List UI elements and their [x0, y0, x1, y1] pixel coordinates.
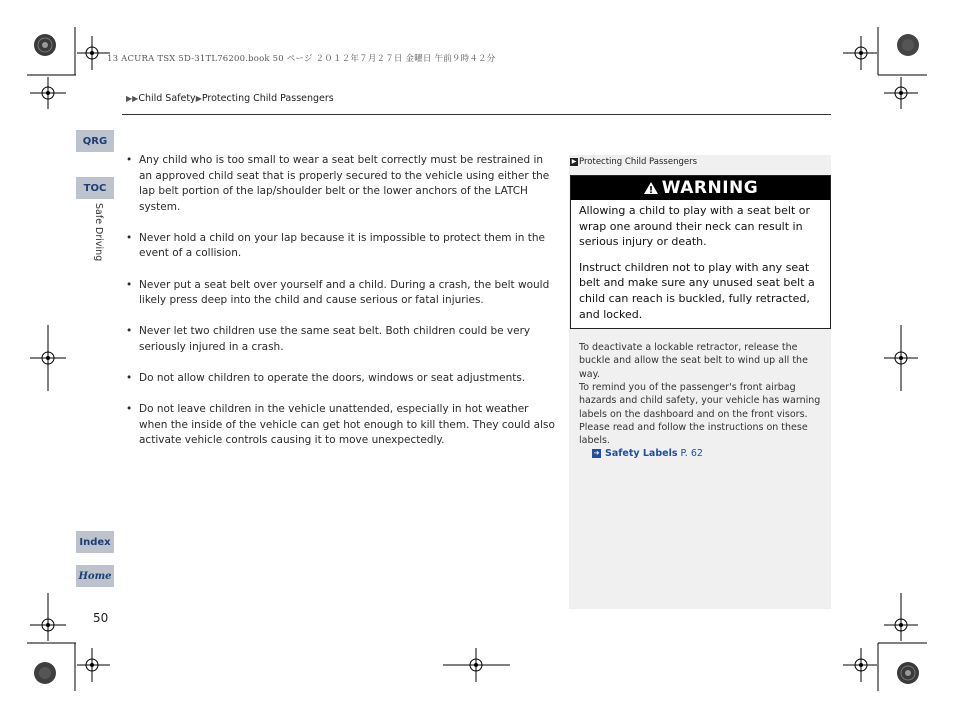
- warning-title: WARNING: [661, 178, 759, 198]
- bullet-list: [124, 153, 556, 464]
- list-item: • Do not allow children to operate the doors, windows or seat adjustments.: [124, 371, 556, 387]
- warning-box: [570, 175, 831, 329]
- list-item: • Never let two children use the same seat belt. Both children could be very seriously injured in a crash.: [124, 324, 556, 355]
- sidebar-note: To remind you of the passenger's front airbag hazards and child safety, your vehicle has warning labels on the dashboard and on the front visors. Please read and follow the instructions on these labels.: [579, 382, 821, 447]
- sidebar-heading: [570, 157, 697, 167]
- list-item: • Any child who is too small to wear a seat belt correctly must be restrained in an approved child seat that is properly secured to the vehicle using either the lap belt portion of the lap/shoulder belt or the lower anchors of the LATCH system.: [124, 153, 556, 215]
- list-item: • Do not leave children in the vehicle unattended, especially in hot weather when the inside of the vehicle can get hot enough to kill them. They could also activate vehicle controls causing it to move unexpectedly.: [124, 402, 556, 449]
- print-header: 13 ACURA TSX 5D-31TL76200.book 50 ページ ２０１２年７月２７日 金曜日 午前９時４２分: [107, 54, 496, 64]
- section-label: [84, 203, 114, 267]
- triangle-right-icon: ▶▶: [126, 94, 139, 103]
- warning-header: [571, 176, 830, 200]
- toc-button[interactable]: TOC: [76, 177, 114, 199]
- link-label: Safety Labels: [605, 448, 678, 459]
- qrg-button[interactable]: QRG: [76, 130, 114, 152]
- list-item: • Never hold a child on your lap because it is impossible to protect them in the event of a collision.: [124, 231, 556, 262]
- safety-labels-link[interactable]: [592, 448, 703, 459]
- section-marker-icon: ▶: [571, 157, 577, 165]
- page-number: 50: [93, 611, 109, 625]
- header-divider: [122, 114, 831, 115]
- home-label: Home: [78, 570, 112, 582]
- breadcrumb: [126, 93, 334, 104]
- index-button[interactable]: Index: [76, 531, 114, 553]
- home-button[interactable]: [76, 565, 114, 587]
- section-label-text: Safe Driving: [93, 203, 104, 262]
- sidebar-note: To deactivate a lockable retractor, release the buckle and allow the seat belt to wind up all the way.: [579, 342, 808, 380]
- triangle-right-icon: ▶: [195, 94, 202, 103]
- breadcrumb-child-safety[interactable]: Child Safety: [138, 93, 196, 104]
- sidebar-heading-text: Protecting Child Passengers: [579, 157, 698, 167]
- link-page: P. 62: [680, 448, 703, 459]
- list-item: • Never put a seat belt over yourself and a child. During a crash, the belt would likely press deep into the child and cause serious or fatal injuries.: [124, 278, 556, 309]
- warning-triangle-icon: [643, 181, 659, 195]
- warning-paragraph: Allowing a child to play with a seat belt or wrap one around their neck can result in serious injury or death.: [579, 204, 811, 249]
- warning-paragraph: Instruct children not to play with any seat belt and make sure any unused seat belt a child can reach is buckled, fully retracted, and locked.: [579, 260, 815, 321]
- breadcrumb-protecting-child-passengers[interactable]: Protecting Child Passengers: [201, 93, 334, 104]
- link-arrow-icon: ➔: [593, 449, 600, 457]
